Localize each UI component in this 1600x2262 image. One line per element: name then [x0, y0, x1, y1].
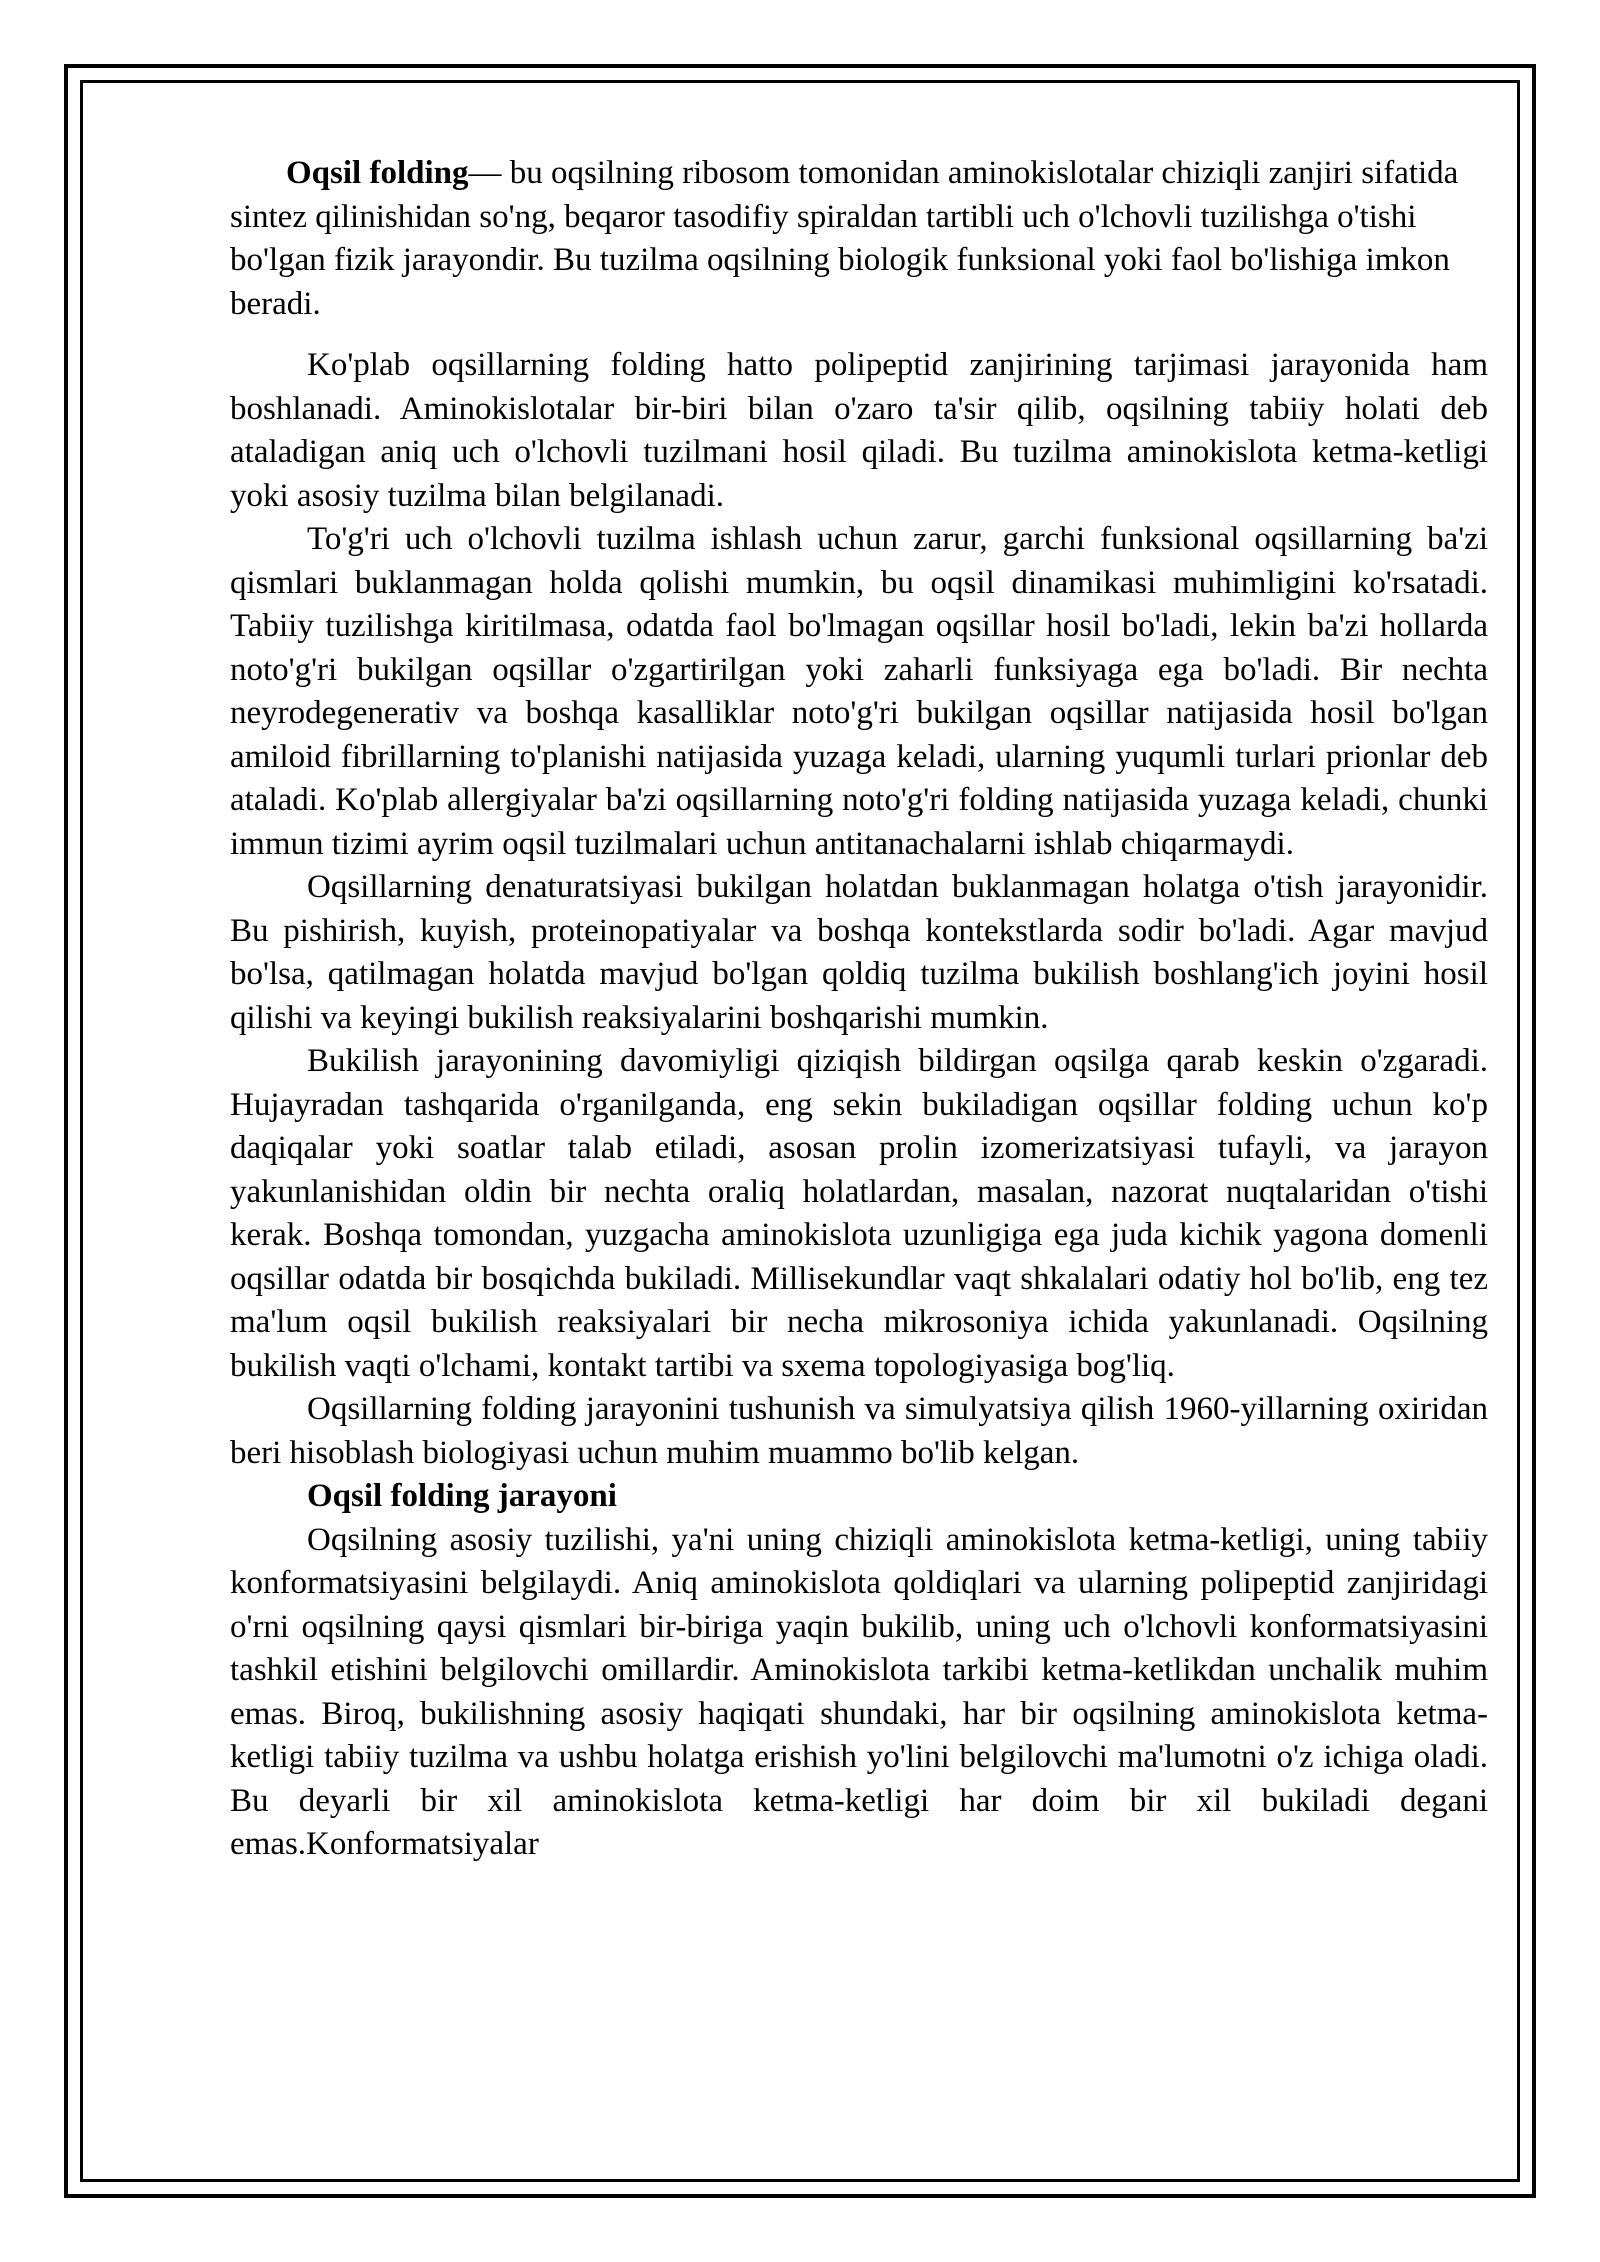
intro-text: — bu oqsilning ribosom tomonidan aminokislotalar chiziqli zanjiri sifatida sintez qilinishidan so'ng, beqaror tasodifiy spiraldan tartibli uch o'lchovli tuzilishga o'tishi bo'lgan fizik jarayondir. Bu tuzilma oqsilning biologik funksional yoki faol bo'lishiga imkon beradi. [230, 155, 1459, 322]
paragraph-folding-duration: Bukilish jarayonining davomiyligi qiziqish bildirgan oqsilga qarab keskin o'zgaradi. Hujayradan tashqarida o'rganilganda, eng sekin bukiladigan oqsillar folding uchun ko'p daqiqalar yoki soatlar talab etiladi, asosan prolin izomerizatsiyasi tufayli, va jarayon yakunlanishidan oldin bir nechta oraliq holatlardan, masalan, nazorat nuqtalaridan o'tishi kerak. Boshqa tomondan, yuzgacha aminokislota uzunligiga ega juda kichik yagona domenli oqsillar odatda bir bosqichda bukiladi. Millisekundlar vaqt shkalalari odatiy hol bo'lib, eng tez ma'lum oqsil bukilish reaksiyalari bir necha mikrosoniya ichida yakunlanadi. Oqsilning bukilish vaqti o'lchami, kontakt tartibi va sxema topologiyasiga bog'liq. [230, 1043, 1488, 1384]
paragraph-denaturation: Oqsillarning denaturatsiyasi bukilgan holatdan buklanmagan holatga o'tish jarayonidir. Bu pishirish, kuyish, proteinopatiyalar va boshqa kontekstlarda sodir bo'ladi. Agar mavjud bo'lsa, qatilmagan holatda mavjud bo'lgan qoldiq tuzilma bukilish boshlang'ich joyini hosil qilishi va keyingi bukilish reaksiyalarini boshqarishi mumkin. [230, 869, 1488, 1036]
section-heading: Oqsil folding jarayoni [307, 1478, 617, 1514]
intro-term: Oqsil folding [286, 155, 469, 191]
intro-paragraph [230, 152, 1488, 326]
document-body [230, 152, 1488, 1867]
paragraph-simulation: Oqsillarning folding jarayonini tushunish va simulyatsiya qilish 1960-yillarning oxiridan beri hisoblash biologiyasi uchun muhim muammo bo'lib kelgan. [230, 1391, 1488, 1471]
paragraph-folding-start: Ko'plab oqsillarning folding hatto polipeptid zanjirining tarjimasi jarayonida ham boshlanadi. Aminokislotalar bir-biri bilan o'zaro ta'sir qilib, oqsilning tabiiy holati deb ataladigan aniq uch o'lchovli tuzilmani hosil qiladi. Bu tuzilma aminokislota ketma-ketligi yoki asosiy tuzilma bilan belgilanadi. [230, 347, 1488, 514]
paragraph-structure: To'g'ri uch o'lchovli tuzilma ishlash uchun zarur, garchi funksional oqsillarning ba'zi qismlari buklanmagan holda qolishi mumkin, bu oqsil dinamikasi muhimligini ko'rsatadi. Tabiiy tuzilishga kiritilmasa, odatda faol bo'lmagan oqsillar hosil bo'ladi, lekin ba'zi hollarda noto'g'ri bukilgan oqsillar o'zgartirilgan yoki zaharli funksiyaga ega bo'ladi. Bir nechta neyrodegenerativ va boshqa kasalliklar noto'g'ri bukilgan oqsillar natijasida hosil bo'lgan amiloid fibrillarning to'planishi natijasida yuzaga keladi, ularning yuqumli turlari prionlar deb ataladi. Ko'plab allergiyalar ba'zi oqsillarning noto'g'ri folding natijasida yuzaga keladi, chunki immun tizimi ayrim oqsil tuzilmalari uchun antitanachalarni ishlab chiqarmaydi. [230, 521, 1488, 862]
section-paragraph: Oqsilning asosiy tuzilishi, ya'ni uning chiziqli aminokislota ketma-ketligi, uning tabiiy konformatsiyasini belgilaydi. Aniq aminokislota qoldiqlari va ularning polipeptid zanjiridagi o'rni oqsilning qaysi qismlari bir-biriga yaqin bukilib, uning uch o'lchovli konformatsiyasini tashkil etishini belgilovchi omillardir. Aminokislota tarkibi ketma-ketlikdan unchalik muhim emas. Biroq, bukilishning asosiy haqiqati shundaki, har bir oqsilning aminokislota ketma-ketligi tabiiy tuzilma va ushbu holatga erishish yo'lini belgilovchi ma'lumotni o'z ichiga oladi. Bu deyarli bir xil aminokislota ketma-ketligi har doim bir xil bukiladi degani emas.Konformatsiyalar [230, 1521, 1488, 1862]
